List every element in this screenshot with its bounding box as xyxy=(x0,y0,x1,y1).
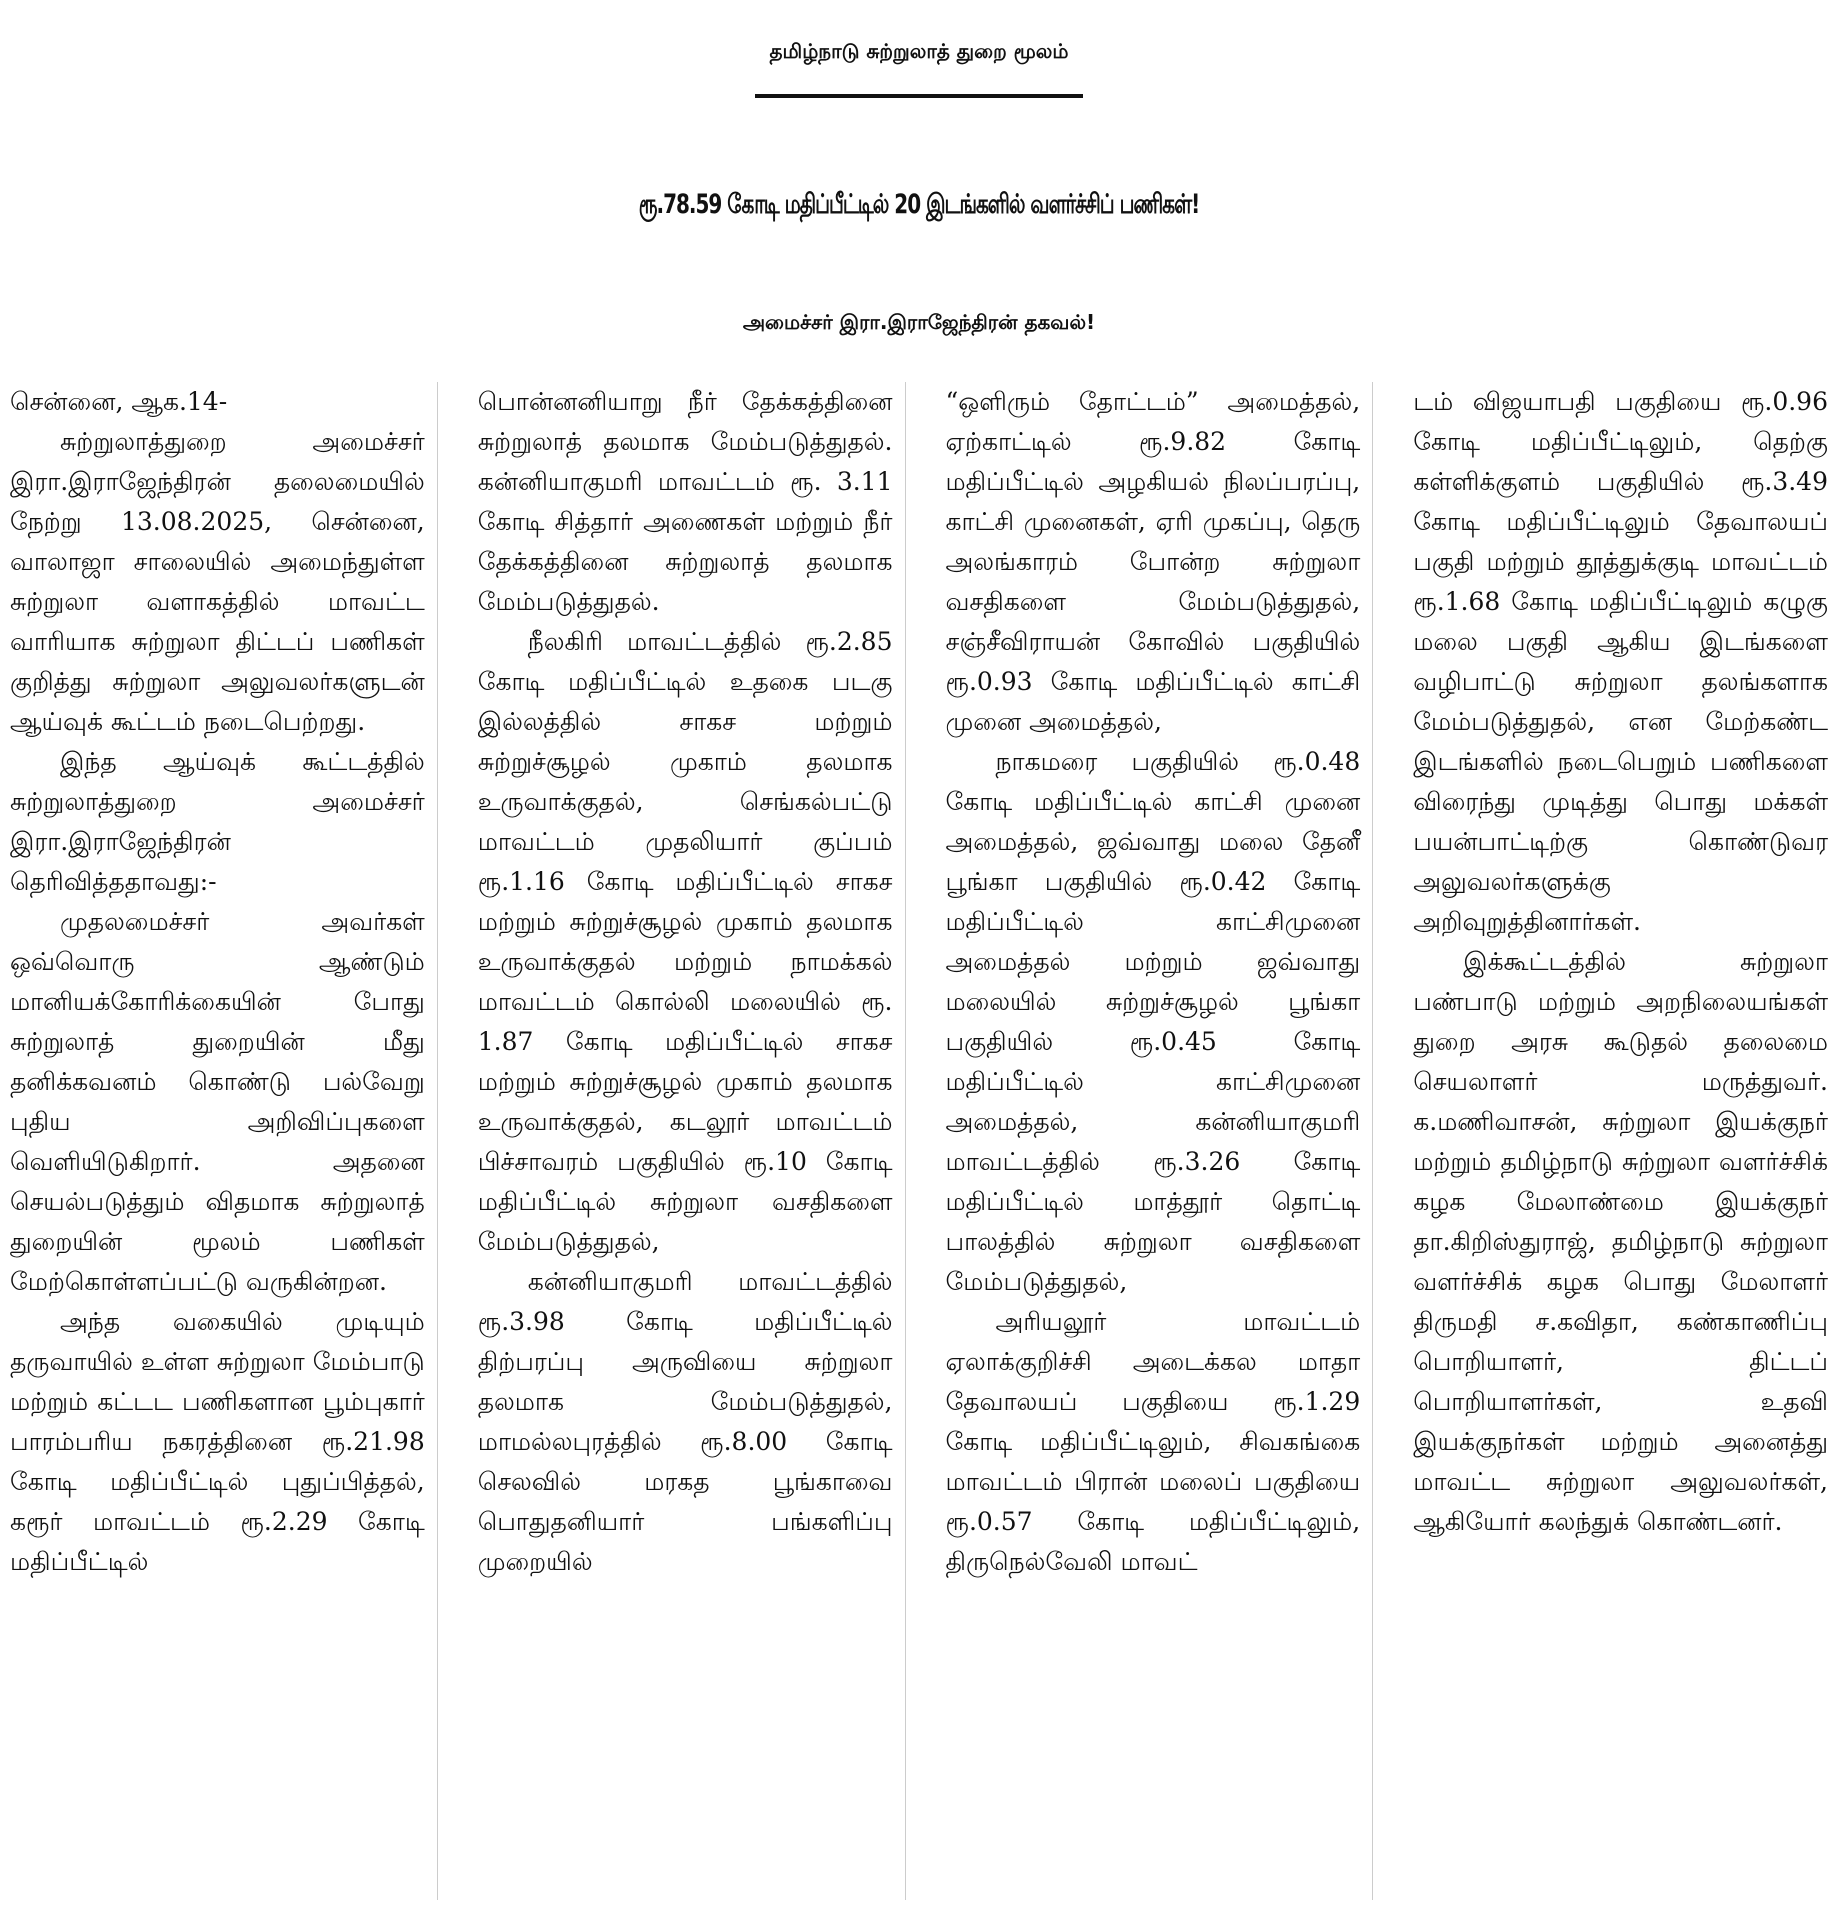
dateline: சென்னை, ஆக.14- xyxy=(10,387,228,416)
paragraph: டம் விஜயாபதி பகுதியை ரூ.0.96 கோடி மதிப்பீட்டிலும், தெற்கு கள்ளிக்குளம் பகுதியில் ரூ.3.49 கோடி மதிப்பீட்டிலும் தேவாலயப் பகுதி மற்றும் தூத்துக்குடி மாவட்டம் ரூ.1.68 கோடி மதிப்பீட்டிலும் கழுகு மலை பகுதி ஆகிய இடங்களை வழிபாட்டு சுற்றுலா தலங்களாக மேம்படுத்துதல், என மேற்கண்ட இடங்களில் நடைபெறும் பணிகளை விரைந்து முடித்து பொது மக்கள் பயன்பாட்டிற்கு கொண்டுவர அலுவலர்களுக்கு அறிவுறுத்தினார்கள். xyxy=(1413,387,1828,936)
body-column-3 xyxy=(946,382,1374,1900)
paragraph: அரியலூர் மாவட்டம் ஏலாக்குறிச்சி அடைக்கல மாதா தேவாலயப் பகுதியை ரூ.1.29 கோடி மதிப்பீட்டிலும், சிவகங்கை மாவட்டம் பிரான் மலைப் பகுதியை ரூ.0.57 கோடி மதிப்பீட்டிலும், திருநெல்வேலி மாவட் xyxy=(945,1307,1361,1576)
paragraph: நாகமரை பகுதியில் ரூ.0.48 கோடி மதிப்பீட்டில் காட்சி முனை அமைத்தல், ஜவ்வாது மலை தேனீ பூங்கா பகுதியில் ரூ.0.42 கோடி மதிப்பீட்டில் காட்சிமுனை அமைத்தல் மற்றும் ஜவ்வாது மலையில் சுற்றுச்சூழல் பூங்கா பகுதியில் ரூ.0.45 கோடி மதிப்பீட்டில் காட்சிமுனை அமைத்தல், கன்னியாகுமரி மாவட்டத்தில் ரூ.3.26 கோடி மதிப்பீட்டில் மாத்தூர் தொட்டி பாலத்தில் சுற்றுலா வசதிகளை மேம்படுத்துதல், xyxy=(945,747,1361,1296)
paragraph: அந்த வகையில் முடியும் தருவாயில் உள்ள சுற்றுலா மேம்பாடு மற்றும் கட்டட பணிகளான பூம்புகார் பாரம்பரிய நகரத்தினை ரூ.21.98 கோடி மதிப்பீட்டில் புதுப்பித்தல், கரூர் மாவட்டம் ரூ.2.29 கோடி மதிப்பீட்டில் xyxy=(10,1307,425,1576)
paragraph: பொன்னனியாறு நீர் தேக்கத்தினை சுற்றுலாத் தலமாக மேம்படுத்துதல். கன்னியாகுமரி மாவட்டம் ரூ. 3.11 கோடி சித்தார் அணைகள் மற்றும் நீர் தேக்கத்தினை சுற்றுலாத் தலமாக மேம்படுத்துதல். xyxy=(477,387,893,616)
article-body xyxy=(10,382,1828,1900)
article-kicker xyxy=(0,14,1838,98)
paragraph: இந்த ஆய்வுக் கூட்டத்தில் சுற்றுலாத்துறை அமைச்சர் இரா.இராஜேந்திரன் தெரிவித்ததாவது:- xyxy=(10,747,425,896)
article-headline: ரூ.78.59 கோடி மதிப்பீட்டில் 20 இடங்களில் வளர்ச்சிப் பணிகள்! xyxy=(638,187,1200,220)
article-subheadline: அமைச்சர் இரா.இராஜேந்திரன் தகவல்! xyxy=(742,310,1096,334)
body-column-4 xyxy=(1413,382,1828,1900)
paragraph: சுற்றுலாத்துறை அமைச்சர் இரா.இராஜேந்திரன் தலைமையில் நேற்று 13.08.2025, சென்னை, வாலாஜா சாலையில் அமைந்துள்ள சுற்றுலா வளாகத்தில் மாவட்ட வாரியாக சுற்றுலா திட்டப் பணிகள் குறித்து சுற்றுலா அலுவலர்களுடன் ஆய்வுக் கூட்டம் நடைபெற்றது. xyxy=(10,427,425,736)
paragraph: “ஒளிரும் தோட்டம்” அமைத்தல், ஏற்காட்டில் ரூ.9.82 கோடி மதிப்பீட்டில் அழகியல் நிலப்பரப்பு, காட்சி முனைகள், ஏரி முகப்பு, தெரு அலங்காரம் போன்ற சுற்றுலா வசதிகளை மேம்படுத்துதல், சஞ்சீவிராயன் கோவில் பகுதியில் ரூ.0.93 கோடி மதிப்பீட்டில் காட்சி முனை அமைத்தல், xyxy=(945,387,1361,736)
body-column-2 xyxy=(478,382,906,1900)
paragraph: முதலமைச்சர் அவர்கள் ஒவ்வொரு ஆண்டும் மானியக்கோரிக்கையின் போது சுற்றுலாத் துறையின் மீது தனிக்கவனம் கொண்டு பல்வேறு புதிய அறிவிப்புகளை வெளியிடுகிறார். அதனை செயல்படுத்தும் விதமாக சுற்றுலாத் துறையின் மூலம் பணிகள் மேற்கொள்ளப்பட்டு வருகின்றன. xyxy=(10,907,425,1296)
paragraph: இக்கூட்டத்தில் சுற்றுலா பண்பாடு மற்றும் அறநிலையங்கள் துறை அரசு கூடுதல் தலைமை செயலாளர் மருத்துவர். க.மணிவாசன், சுற்றுலா இயக்குநர் மற்றும் தமிழ்நாடு சுற்றுலா வளர்ச்சிக் கழக மேலாண்மை இயக்குநர் தா.கிறிஸ்துராஜ், தமிழ்நாடு சுற்றுலா வளர்ச்சிக் கழக பொது மேலாளர் திருமதி ச.கவிதா, கண்காணிப்பு பொறியாளர், திட்டப் பொறியாளர்கள், உதவி இயக்குநர்கள் மற்றும் அனைத்து மாவட்ட சுற்றுலா அலுவலர்கள், ஆகியோர் கலந்துக் கொண்டனர். xyxy=(1413,947,1828,1536)
kicker-text: தமிழ்நாடு சுற்றுலாத் துறை மூலம் xyxy=(755,14,1082,98)
paragraph: நீலகிரி மாவட்டத்தில் ரூ.2.85 கோடி மதிப்பீட்டில் உதகை படகு இல்லத்தில் சாகச மற்றும் சுற்றுச்சூழல் முகாம் தலமாக உருவாக்குதல், செங்கல்பட்டு மாவட்டம் முதலியார் குப்பம் ரூ.1.16 கோடி மதிப்பீட்டில் சாகச மற்றும் சுற்றுச்சூழல் முகாம் தலமாக உருவாக்குதல் மற்றும் நாமக்கல் மாவட்டம் கொல்லி மலையில் ரூ. 1.87 கோடி மதிப்பீட்டில் சாகச மற்றும் சுற்றுச்சூழல் முகாம் தலமாக உருவாக்குதல், கடலூர் மாவட்டம் பிச்சாவரம் பகுதியில் ரூ.10 கோடி மதிப்பீட்டில் சுற்றுலா வசதிகளை மேம்படுத்துதல், xyxy=(477,627,893,1256)
paragraph: கன்னியாகுமரி மாவட்டத்தில் ரூ.3.98 கோடி மதிப்பீட்டில் திற்பரப்பு அருவியை சுற்றுலா தலமாக மேம்படுத்துதல், மாமல்லபுரத்தில் ரூ.8.00 கோடி செலவில் மரகத பூங்காவை பொதுதனியார் பங்களிப்பு முறையில் xyxy=(477,1267,893,1576)
body-column-1 xyxy=(10,382,438,1900)
